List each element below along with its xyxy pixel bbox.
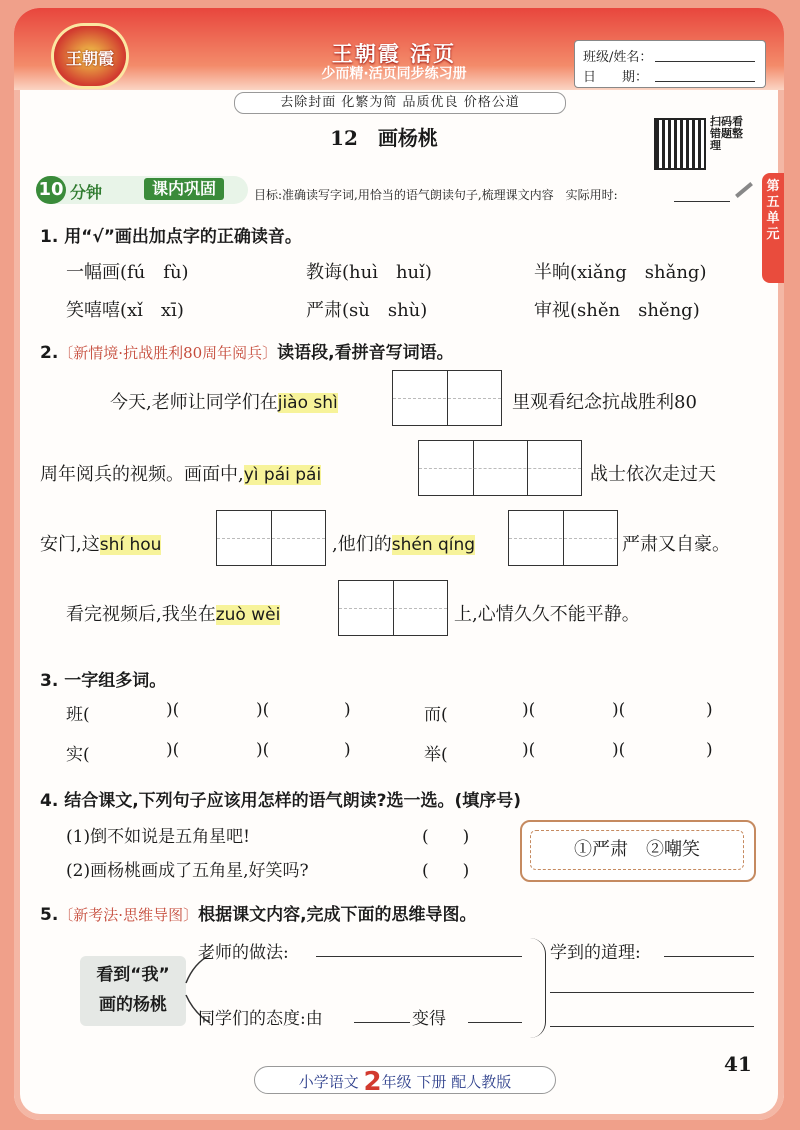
q5-tag: 〔新考法·思维导图〕 — [58, 906, 199, 924]
actual-time-field[interactable] — [674, 201, 730, 202]
section-goal: 目标:准确读写字词,用恰当的语气朗读句子,梳理课文内容 实际用时: — [254, 188, 618, 202]
q5-number: 5. — [40, 905, 59, 925]
q2-line4-end: 上,心情久久不能平静。 — [454, 604, 640, 625]
answer-box-yipaipai[interactable] — [418, 440, 582, 496]
minutes-badge: 10 — [36, 176, 66, 204]
q3-word-blank[interactable]: )( — [522, 740, 536, 760]
q3-word-blank[interactable]: )( — [612, 700, 626, 720]
answer-box-jiaoshi[interactable] — [392, 370, 502, 426]
q3-word-blank[interactable]: )( — [256, 740, 270, 760]
q4-sentence-2: (2)画杨桃画成了五角星,好笑吗? — [66, 861, 309, 881]
lesson-blank-2[interactable] — [550, 992, 754, 993]
pinyin-prompt: shén qíng — [391, 535, 476, 555]
attitude-to-blank[interactable] — [468, 1022, 522, 1023]
q2-line1: 今天,老师让同学们在jiào shì — [110, 392, 338, 413]
q3-word-blank[interactable]: 班( — [66, 705, 90, 725]
q3-word-blank[interactable]: )( — [166, 740, 180, 760]
q3-word-blank[interactable]: 而( — [424, 705, 448, 725]
teacher-action-blank[interactable] — [316, 956, 522, 957]
q2-tag: 〔新情境·抗战胜利80周年阅兵〕 — [58, 344, 278, 362]
lesson-title: 12 画杨桃 — [330, 126, 438, 150]
q3-word-blank[interactable]: )( — [522, 700, 536, 720]
date-field[interactable] — [655, 81, 755, 82]
unit-side-tab: 第五单元 — [762, 173, 784, 283]
section-header — [36, 176, 248, 204]
q3-word-blank[interactable]: )( — [256, 700, 270, 720]
brand-title: 王朝霞 活页 — [331, 41, 457, 66]
pinyin-prompt: zuò wèi — [215, 605, 281, 625]
q4-answer-1[interactable]: ( ) — [422, 827, 470, 847]
q2-line2-end: 战士依次走过天 — [590, 464, 716, 485]
q1-prompt: 1. 用“√”画出加点字的正确读音。 — [40, 227, 302, 247]
q4-sentence-1: (1)倒不如说是五角星吧! — [66, 827, 250, 847]
q2-line3-mid: ,他们的shén qíng — [332, 534, 476, 555]
q3-word-blank[interactable]: 举( — [424, 745, 448, 765]
q2-line2: 周年阅兵的视频。画面中,yì pái pái — [40, 464, 322, 485]
q1-item[interactable]: 笑嘻嘻(xǐ xī) — [66, 300, 184, 321]
attitude-from-blank[interactable] — [354, 1022, 410, 1023]
name-date-box — [574, 40, 766, 88]
classmates-attitude-label: 同学们的态度:由 — [198, 1009, 323, 1029]
date-label: 日 期： — [583, 70, 649, 85]
q1-item[interactable]: 教诲(huì huǐ) — [306, 262, 432, 283]
q3-word-blank[interactable]: )( — [166, 700, 180, 720]
q1-item[interactable]: 严肃(sù shù) — [306, 300, 428, 321]
class-name-field[interactable] — [655, 61, 755, 62]
brand-subtitle: 少而精·活页同步练习册 — [321, 66, 467, 82]
q4-answer-2[interactable]: ( ) — [422, 861, 470, 881]
q3-word-blank[interactable]: ) — [344, 700, 351, 720]
q2-number: 2. — [40, 343, 59, 363]
q3-word-blank[interactable]: ) — [706, 700, 713, 720]
lesson-blank-1[interactable] — [664, 956, 754, 957]
options-frame — [520, 820, 756, 882]
qr-code[interactable] — [654, 118, 706, 170]
lesson-blank-3[interactable] — [550, 1026, 754, 1027]
slogan: 去除封面 化繁为简 品质优良 价格公道 — [234, 92, 566, 114]
q2-heading — [40, 338, 454, 363]
qr-caption: 扫码看错题整理 — [710, 115, 743, 152]
q1-item[interactable]: 半晌(xiǎng shǎng) — [534, 262, 707, 283]
pencil-icon — [735, 182, 753, 198]
answer-box-shenqing[interactable] — [508, 510, 618, 566]
brand-logo: 王朝霞 — [54, 26, 126, 86]
answer-box-zuowei[interactable] — [338, 580, 448, 636]
q2-line1-end: 里观看纪念抗战胜利80 — [512, 392, 697, 413]
q1-item[interactable]: 一幅画(fú fù) — [66, 262, 189, 283]
mind-map-brace — [529, 938, 546, 1038]
worksheet-page — [14, 8, 784, 1120]
answer-box-shihou[interactable] — [216, 510, 326, 566]
footer-badge: 小学语文 2年级 下册 配人教版 — [254, 1066, 556, 1094]
q3-word-blank[interactable]: )( — [612, 740, 626, 760]
q4-options: ①严肃 ②嘲笑 — [530, 830, 744, 870]
lesson-learned-label: 学到的道理: — [550, 943, 641, 963]
q2-line4: 看完视频后,我坐在zuò wèi — [66, 604, 281, 625]
q3-word-blank[interactable]: ) — [706, 740, 713, 760]
q3-word-blank[interactable]: ) — [344, 740, 351, 760]
pinyin-prompt: jiào shì — [277, 393, 338, 413]
q4-prompt: 4. 结合课文,下列句子应该用怎样的语气朗读?选一选。(填序号) — [40, 791, 522, 811]
section-name: 课内巩固 — [144, 178, 224, 200]
q2-line3: 安门,这shí hou — [40, 534, 162, 555]
q3-prompt: 3. 一字组多词。 — [40, 671, 167, 691]
minutes-label: 分钟 — [70, 183, 103, 202]
q2-prompt: 读语段,看拼音写词语。 — [277, 343, 454, 363]
pinyin-prompt: shí hou — [99, 535, 162, 555]
mind-map-center: 看到“我” 画的杨桃 — [80, 956, 186, 1026]
class-name-label: 班级/姓名： — [583, 50, 653, 65]
page-number: 41 — [724, 1052, 752, 1076]
q3-word-blank[interactable]: 实( — [66, 745, 90, 765]
q1-item[interactable]: 审视(shěn shěng) — [534, 300, 700, 321]
pinyin-prompt: yì pái pái — [243, 465, 322, 485]
teacher-action-label: 老师的做法: — [198, 943, 289, 963]
q2-line3-end: 严肃又自豪。 — [622, 534, 730, 555]
q5-prompt: 根据课文内容,完成下面的思维导图。 — [198, 905, 477, 925]
classmates-attitude-mid: 变得 — [412, 1009, 446, 1029]
q5-heading — [40, 900, 477, 925]
